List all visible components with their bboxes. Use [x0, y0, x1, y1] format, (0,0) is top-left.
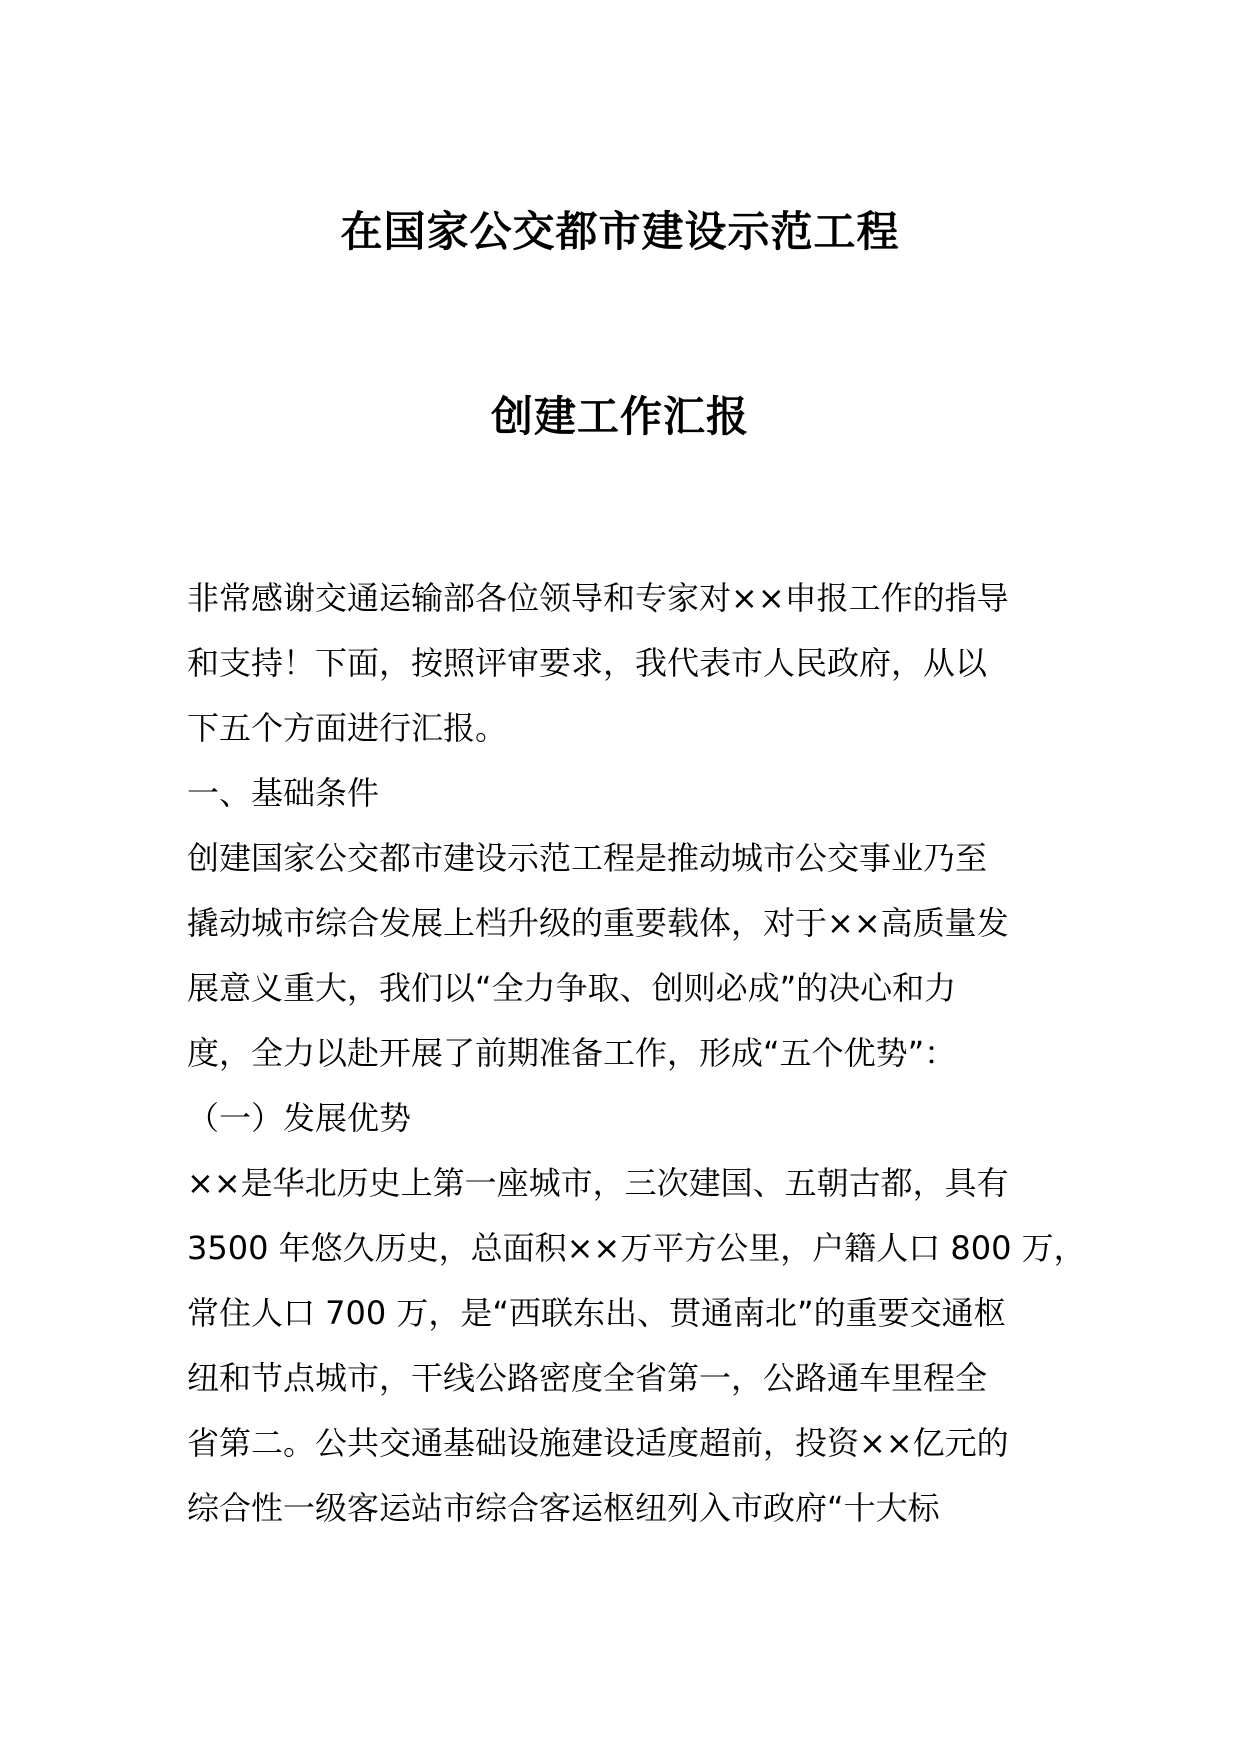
document-title-line-2: 创建工作汇报: [490, 392, 749, 441]
paragraph-line: 纽和节点城市，干线公路密度全省第一，公路通车里程全: [187, 1359, 988, 1397]
subsection-heading: （一）发展优势: [187, 1099, 412, 1137]
section-heading: 一、基础条件: [187, 774, 380, 812]
document-title-line-1: 在国家公交都市建设示范工程: [340, 207, 900, 256]
paragraph-line: 下五个方面进行汇报。: [187, 709, 508, 747]
paragraph-line: 省第二。公共交通基础设施建设适度超前，投资××亿元的: [187, 1424, 1009, 1462]
document-body: [187, 566, 1086, 1541]
paragraph-line: 展意义重大，我们以“全力争取、创则必成”的决心和力: [187, 969, 957, 1007]
paragraph-line: 和支持！下面，按照评审要求，我代表市人民政府，从以: [187, 644, 988, 682]
paragraph-line: 度，全力以赴开展了前期准备工作，形成“五个优势”：: [187, 1034, 957, 1072]
paragraph-line: 3500 年悠久历史，总面积××万平方公里，户籍人口 800 万，: [187, 1229, 1086, 1267]
paragraph-line: 非常感谢交通运输部各位领导和专家对××申报工作的指导: [187, 579, 1009, 617]
paragraph-line: 创建国家公交都市建设示范工程是推动城市公交事业乃至: [187, 839, 988, 877]
paragraph-line: ××是华北历史上第一座城市，三次建国、五朝古都，具有: [187, 1164, 1009, 1202]
paragraph-line: 综合性一级客运站市综合客运枢纽列入市政府“十大标: [187, 1489, 940, 1527]
paragraph-line: 撬动城市综合发展上档升级的重要载体，对于××高质量发: [187, 904, 1009, 942]
paragraph-line: 常住人口 700 万，是“西联东出、贯通南北”的重要交通枢: [187, 1294, 1006, 1332]
